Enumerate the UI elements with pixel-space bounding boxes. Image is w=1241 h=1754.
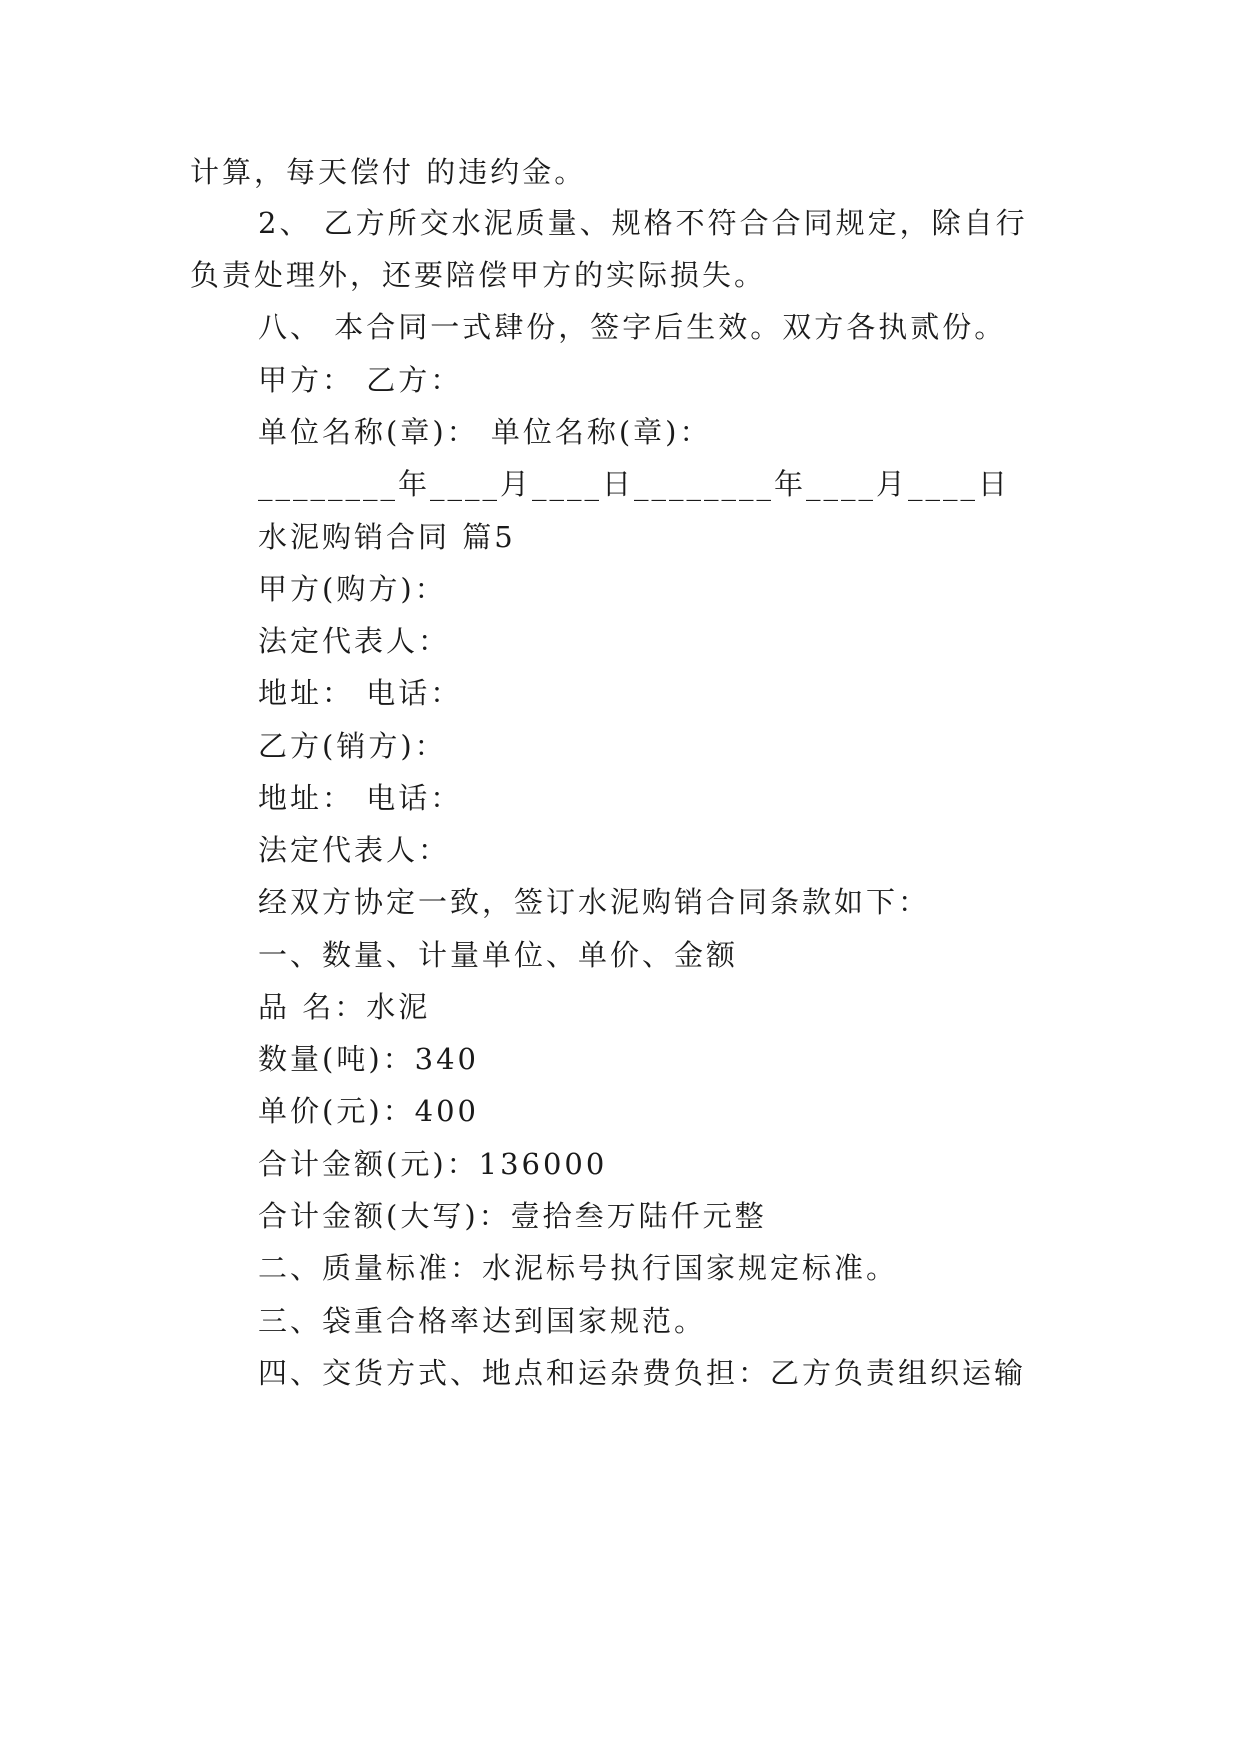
text-line: 地址： 电话： <box>258 781 463 815</box>
text-line: 甲方： 乙方： <box>258 363 463 397</box>
text-line: 地址： 电话： <box>258 676 463 710</box>
text-line: 品 名：水泥 <box>258 990 431 1024</box>
text-line: 经双方协定一致，签订水泥购销合同条款如下： <box>258 885 931 919</box>
text-line: 数量(吨)：340 <box>258 1042 479 1076</box>
text-line: 乙方(销方)： <box>258 729 447 763</box>
text-line: 2、 乙方所交水泥质量、规格不符合合同规定，除自行 <box>258 206 1028 240</box>
text-line: 计算，每天偿付 的违约金。 <box>190 155 587 189</box>
text-line: 合计金额(元)：136000 <box>258 1147 608 1181</box>
text-line: 一、数量、计量单位、单价、金额 <box>258 938 739 972</box>
text-line: 法定代表人： <box>258 833 451 867</box>
text-line: 三、袋重合格率达到国家规范。 <box>258 1304 707 1338</box>
text-line: 法定代表人： <box>258 624 451 658</box>
text-line: 八、 本合同一式肆份，签字后生效。双方各执贰份。 <box>258 310 1007 344</box>
text-line: 二、质量标准：水泥标号执行国家规定标准。 <box>258 1251 899 1285</box>
text-line: 甲方(购方)： <box>258 572 447 606</box>
text-line: 单位名称(章)： 单位名称(章)： <box>258 415 712 449</box>
text-line: 四、交货方式、地点和运杂费负担：乙方负责组织运输 <box>258 1356 1027 1390</box>
text-line: 合计金额(大写)：壹拾叁万陆仟元整 <box>258 1199 767 1233</box>
section-heading: 水泥购销合同 篇5 <box>258 520 516 554</box>
text-line: 单价(元)：400 <box>258 1094 479 1128</box>
date-blank-line: ________年____月____日________年____月____日 <box>258 467 1011 501</box>
text-line: 负责处理外，还要陪偿甲方的实际损失。 <box>190 258 767 292</box>
